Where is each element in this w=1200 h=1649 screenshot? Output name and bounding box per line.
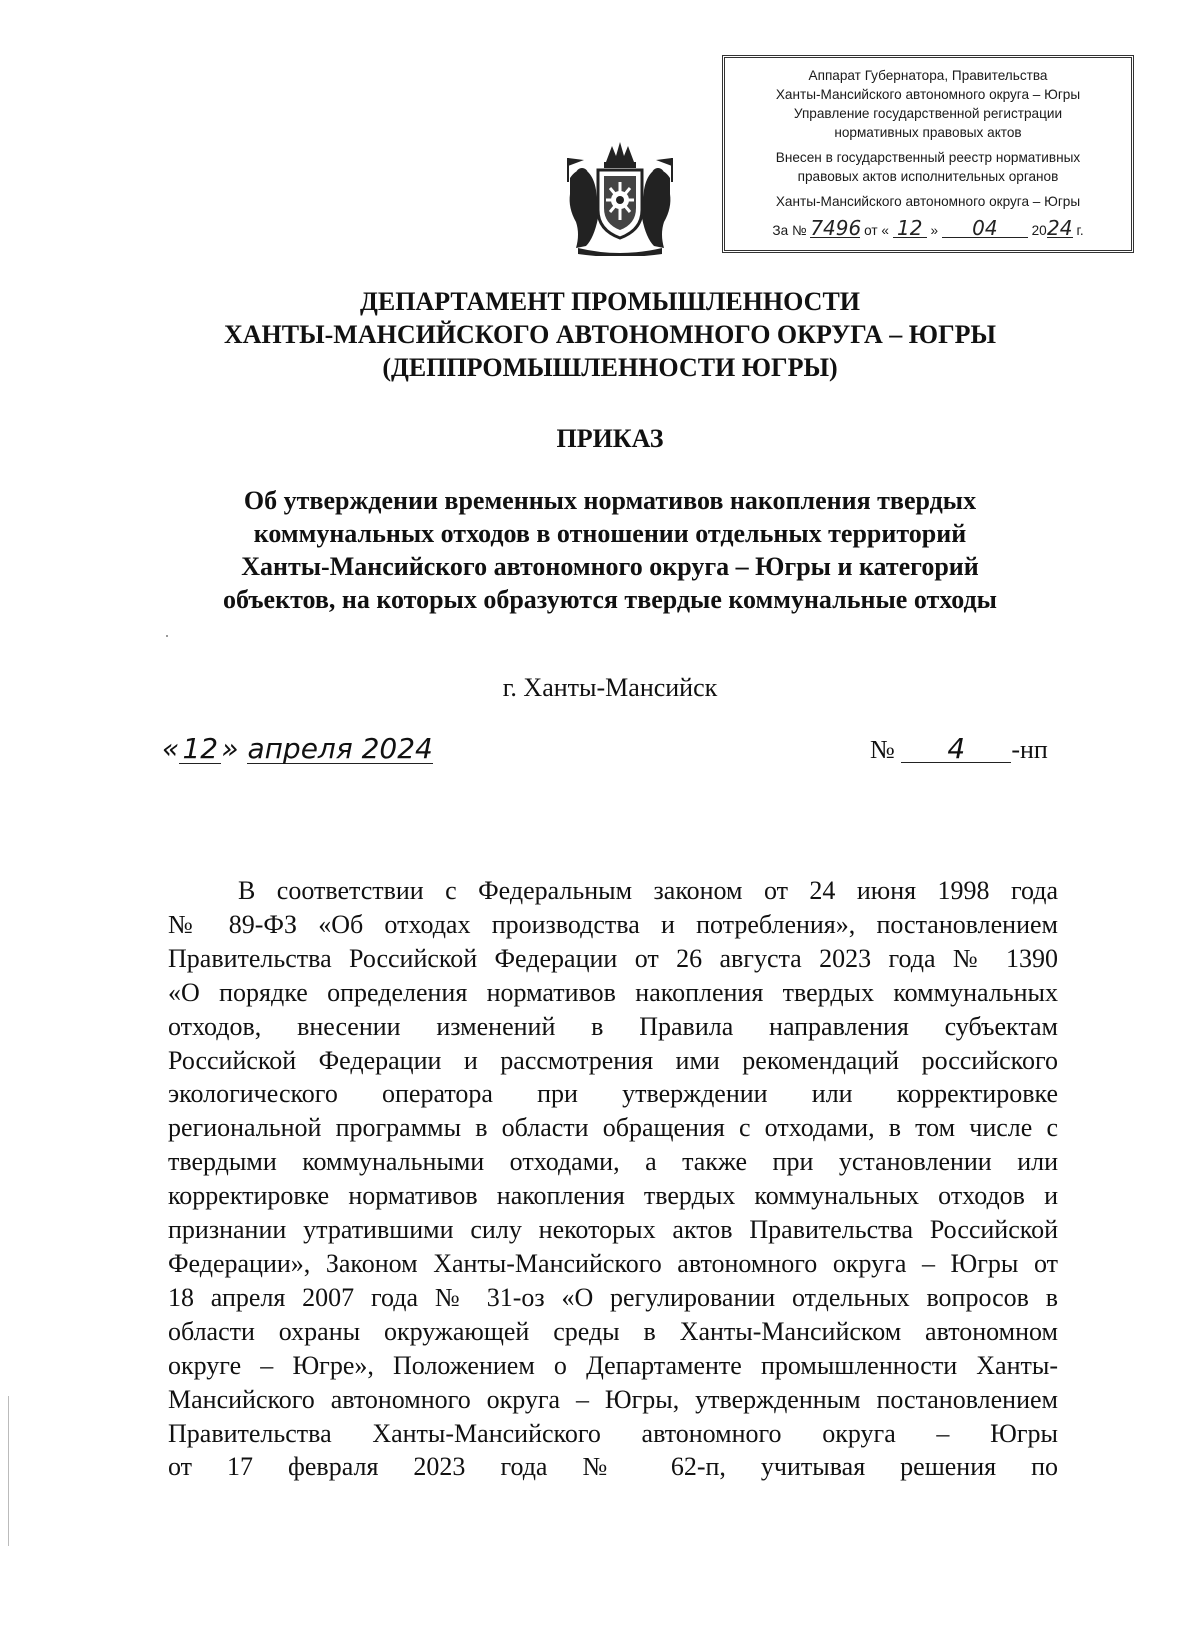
scan-margin-mark <box>8 1396 9 1546</box>
body-line: округе – Югре», Положением о Департаменте промышленности Ханты- <box>168 1350 1058 1380</box>
body-line: Правительства Ханты-Мансийского автономного округа – Югры <box>168 1418 1058 1448</box>
body-line: корректировке нормативов накопления твердых коммунальных отходов и <box>168 1181 1058 1211</box>
coat-of-arms-icon <box>564 138 676 256</box>
body-line: Правительства Российской Федерации от 26 августа 2023 года № 1390 <box>168 943 1058 973</box>
stamp-reg-number: 7496 <box>810 216 862 240</box>
body-line: от 17 февраля 2023 года № 62-п, учитывая решения по <box>168 1452 1058 1482</box>
order-subject <box>160 484 1060 616</box>
stamp-reg-prefix: За № <box>772 223 807 238</box>
body-line: В соответствии с Федеральным законом от 24 июня 1998 года <box>238 876 1058 905</box>
subject-line: Ханты-Мансийского автономного округа – Югры и категорий <box>241 552 979 581</box>
stamp-reg-suffix: г. <box>1076 223 1084 238</box>
stamp-line: Ханты-Мансийского автономного округа – Югры <box>775 87 1081 102</box>
stamp-reg-from: от « <box>864 223 889 238</box>
stamp-entered-line: Внесен в государственный реестр нормативных <box>775 150 1081 165</box>
subject-line: коммунальных отходов в отношении отдельных территорий <box>253 519 967 548</box>
stamp-registration-number <box>725 216 1131 240</box>
registration-stamp <box>722 55 1134 253</box>
body-line: 18 апреля 2007 года № 31-оз «О регулировании отдельных вопросов в <box>168 1282 1058 1312</box>
body-line: Федерации», Законом Ханты-Мансийского автономного округа – Югры от <box>168 1248 1058 1278</box>
stamp-line: Аппарат Губернатора, Правительства <box>808 68 1048 83</box>
stamp-entered-line: правовых актов исполнительных органов <box>797 169 1059 184</box>
stamp-reg-day: 12 <box>893 219 927 238</box>
body-line: отходов, внесении изменений в Правила направления субъектам <box>168 1011 1058 1041</box>
number-suffix: -нп <box>1011 735 1048 764</box>
subject-line: Об утверждении временных нормативов накопления твердых <box>243 486 977 515</box>
dept-line: ХАНТЫ-МАНСИЙСКОГО АВТОНОМНОГО ОКРУГА – ЮГРЫ <box>223 320 997 349</box>
stamp-reg-year: 24 <box>1047 216 1073 240</box>
document-type-title: ПРИКАЗ <box>556 424 664 453</box>
scan-speck <box>166 635 168 637</box>
body-line: Мансийского автономного округа – Югры, утвержденным постановлением <box>168 1384 1058 1414</box>
body-line: твердыми коммунальными отходами, а также при установлении или <box>168 1147 1058 1177</box>
subject-line: объектов, на которых образуются твердые коммунальные отходы <box>223 585 997 614</box>
number-value: 4 <box>901 736 1011 763</box>
body-line: № 89-ФЗ «Об отходах производства и потребления», постановлением <box>168 909 1058 939</box>
date-day: 12 <box>179 735 221 764</box>
stamp-line: Управление государственной регистрации <box>793 106 1063 121</box>
stamp-region-line: Ханты-Мансийского автономного округа – Югры <box>775 194 1081 209</box>
place-of-issue: г. Ханты-Мансийск <box>502 673 718 702</box>
date-open-quote: « <box>162 732 180 765</box>
order-date <box>162 732 433 765</box>
date-close-quote: » <box>221 732 239 765</box>
body-line: области охраны окружающей среды в Ханты-Мансийском автономном <box>168 1316 1058 1346</box>
order-body <box>168 874 1058 1484</box>
dept-line: ДЕПАРТАМЕНТ ПРОМЫШЛЕННОСТИ <box>359 287 861 316</box>
stamp-reg-mid: » <box>930 223 939 238</box>
body-line: Российской Федерации и рассмотрения ими рекомендаций российского <box>168 1045 1058 1075</box>
department-heading <box>160 285 1060 384</box>
number-prefix: № <box>870 735 895 764</box>
body-line: признании утратившими силу некоторых актов Правительства Российской <box>168 1215 1058 1245</box>
stamp-reg-year-prefix: 20 <box>1031 223 1047 238</box>
dept-line: (ДЕППРОМЫШЛЕННОСТИ ЮГРЫ) <box>382 353 838 382</box>
body-line: региональной программы в области обращения с отходами, в том числе с <box>168 1113 1058 1143</box>
stamp-reg-month: 04 <box>942 219 1028 238</box>
stamp-line: нормативных правовых актов <box>834 125 1022 140</box>
date-month-year: апреля 2024 <box>247 732 433 765</box>
body-line: «О порядке определения нормативов накопления твердых коммунальных <box>168 977 1058 1007</box>
body-line: экологического оператора при утверждении или корректировке <box>168 1079 1058 1109</box>
order-number <box>870 732 1048 765</box>
